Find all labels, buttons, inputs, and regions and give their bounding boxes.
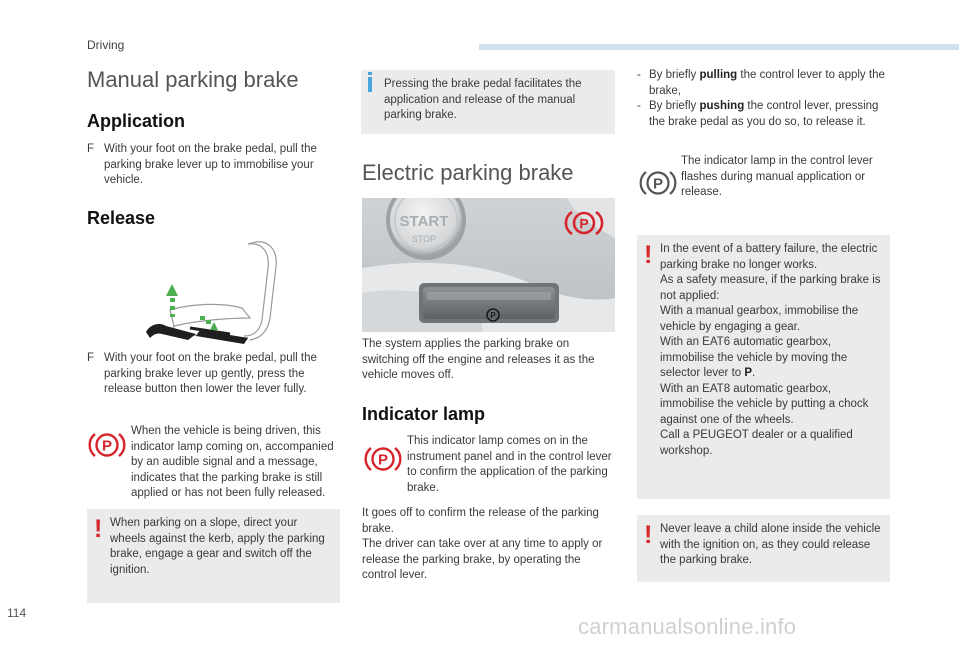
battery-warning-text: In the event of a battery failure, the electric parking brake no longer works. As a safety measure, if the parking brake is not applied: With a manual gearbox, immobilise the vehicle by engaging a gear. With an EAT6 automatic gearbox, immobilise the vehicle by moving the selector lever to P. With an EAT8 automatic gearbox, immobilise the vehicle by putting a chock against one of the wheels. Call a PEUGEOT dealer or a qualified workshop. (660, 243, 881, 457)
manual-parking-brake-title: Manual parking brake (87, 67, 299, 92)
pull-step: - By briefly pulling the control lever to apply the brake, (637, 69, 885, 97)
page-number: 114 (7, 606, 27, 620)
parking-lever-illustration (130, 238, 300, 348)
warning-icon: ! (94, 515, 103, 543)
svg-text:P: P (490, 311, 496, 320)
goes-off-text (362, 506, 617, 584)
release-bullet (87, 351, 342, 398)
indicator-lamp-icon (364, 444, 402, 480)
indicator-lamp-heading: Indicator lamp (362, 404, 486, 424)
warning-icon: ! (644, 521, 653, 549)
svg-text:P: P (652, 175, 664, 193)
flash-note: The indicator lamp in the control lever flashes during manual application or release. (681, 155, 873, 198)
goes-off-line-1: It goes off to confirm the release of the parking brake. (362, 507, 599, 535)
slope-warning-box (87, 509, 340, 603)
parking-brake-lamp-icon (88, 430, 126, 466)
start-label: START (399, 213, 449, 230)
svg-text:P: P (101, 437, 113, 455)
lever-assembly (146, 324, 248, 344)
slope-warning-text: When parking on a slope, direct your wheels against the kerb, apply the parking brake, engage a gear and switch off the ignition. (110, 517, 325, 576)
lamp-note: When the vehicle is being driven, this indicator lamp coming on, accompanied by an audible signal and a message, indicates that the parking brake is still applied or has not been fully released. (131, 425, 334, 499)
seat-outline (170, 242, 276, 340)
info-text: Pressing the brake pedal facilitates the application and release of the manual parking brake. (384, 78, 582, 121)
child-warning-box (637, 515, 890, 582)
header-bar (479, 44, 959, 50)
push-step: - By briefly pushing the control lever, pressing the brake pedal as you do so, to release it. (637, 100, 879, 128)
application-heading: Application (87, 111, 185, 131)
pull-arrow (166, 284, 178, 317)
release-text: With your foot on the brake pedal, pull the parking brake lever up gently, press the release button then lower the lever fully. (104, 352, 317, 395)
bullet-marker: F (87, 143, 95, 155)
svg-text:P: P (377, 451, 389, 469)
flashing-lamp-icon (639, 168, 677, 204)
svg-text:P: P (579, 215, 589, 232)
system-text: The system applies the parking brake on switching off the engine and releases it as the vehicle moves off. (362, 338, 595, 381)
goes-off-line-2: The driver can take over at any time to apply or release the parking brake, by operating the control lever. (362, 538, 603, 581)
electric-parking-brake-title: Electric parking brake (362, 160, 574, 185)
stop-label: STOP (411, 234, 437, 244)
application-text: With your foot on the brake pedal, pull the parking brake lever up to immobilise your vehicle. (104, 143, 317, 186)
info-box (361, 70, 615, 134)
section-label: Driving (87, 38, 125, 52)
control-lever-steps (637, 68, 889, 130)
indicator-note: This indicator lamp comes on in the instrument panel and in the control lever to confirm the application of the parking brake. (407, 435, 612, 494)
control-console-photo (362, 198, 615, 332)
release-arrow (200, 316, 218, 330)
bullet-marker: F (87, 352, 95, 364)
application-bullet (87, 142, 337, 189)
child-warning-text: Never leave a child alone inside the vehicle with the ignition on, as they could release the parking brake. (660, 523, 881, 566)
watermark: carmanualsonline.info (578, 614, 797, 639)
info-icon (368, 77, 372, 92)
warning-icon: ! (644, 241, 653, 269)
release-heading: Release (87, 208, 156, 228)
battery-warning-box (637, 235, 890, 499)
